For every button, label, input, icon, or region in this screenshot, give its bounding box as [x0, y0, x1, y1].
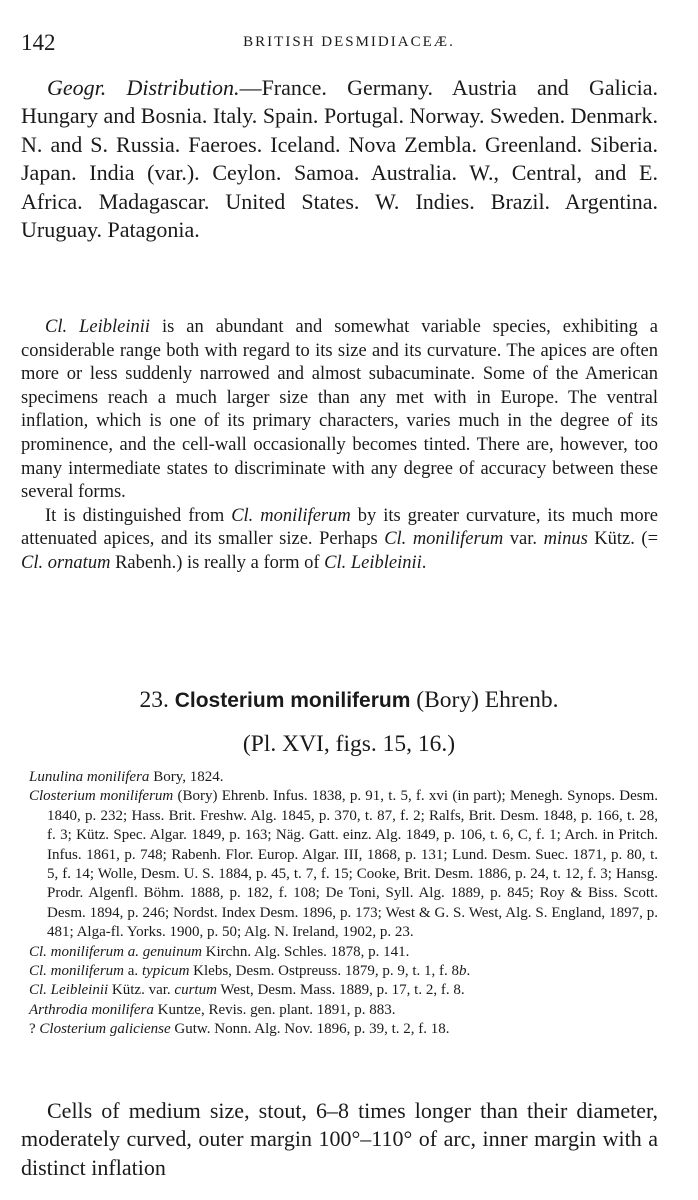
description-section: [21, 1097, 658, 1182]
synonym-citation: (Bory) Ehrenb. Infus. 1838, p. 91, t. 5, f. xvi (in part); Menegh. Synops. Desm. 1840, p. 232; Hass. Brit. Freshw. Alg. 1845, p. 370, t. 87, f. 2; Ralfs, Brit. Desm. 1848, p. 166, t. 28, f. 3; Kütz. Spec. Algar. 1849, p. 163; Näg. Gatt. einz. Alg. 1849, p. 106, t. 6, C, f. 1; Arch. in Pritch. Infus. 1861, p. 748; Rabenh. Flor. Europ. Algar. III, 1868, p. 131; Lund. Desm. Suec. 1871, p. 80, t. 5, f. 14; Wolle, Desm. U. S. 1884, p. 45, t. 7, f. 15; Cooke, Brit. Desm. 1886, p. 24, t. 12, f. 3; Hansg. Prodr. Algenfl. Böhm. 1888, p. 182, f. 108; De Toni, Syll. Alg. 1889, p. 845; Roy & Biss. Scott. Desm. 1894, p. 246; Nordst. Index Desm. 1896, p. 173; West & G. S. West, Alg. S. England, 1897, p. 481; Alga-fl. Yorks. 1900, p. 50; Alg. N. Ireland, 1902, p. 23.: [47, 788, 658, 941]
running-title: BRITISH DESMIDIACEÆ.: [243, 34, 455, 50]
remarks-paragraph-2: [21, 505, 658, 576]
synonym-variety: curtum: [174, 982, 217, 999]
doubtful-mark: ?: [29, 1021, 40, 1038]
synonym-line: [29, 962, 658, 981]
synonym-name: Lunulina monilifera: [29, 769, 150, 785]
species-number: 23.: [139, 687, 169, 713]
species-name: Closterium moniliferum: [174, 689, 411, 712]
distribution-label: Geogr. Distribution.: [47, 75, 240, 100]
taxon-name: minus: [543, 529, 588, 550]
taxon-name: Cl. ornatum: [21, 552, 111, 573]
distribution-text: —France. Germany. Austria and Galicia. Hungary and Bosnia. Italy. Spain. Portugal. Norway. Sweden. Denmark. N. and S. Russia. Faeroes. Iceland. Nova Zembla. Greenland. Siberia. Japan. India (var.). Ceylon. Samoa. Australia. W., Central, and E. Africa. Madagascar. United States. W. Indies. Brazil. Argentina. Uruguay. Patagonia.: [21, 75, 658, 243]
remarks-text-part: by its greater curvature, its much more attenuated apices, and its smaller size. Perhaps: [21, 505, 658, 550]
synonym-citation: Kuntze, Revis. gen. plant. 1891, p. 883.: [153, 1001, 396, 1018]
synonym-variety: typicum: [141, 963, 190, 980]
synonym-line: [29, 787, 658, 942]
remarks-text-part: It is distinguished from: [45, 505, 232, 526]
synonym-citation: Kirchn. Alg. Schles. 1878, p. 141.: [201, 943, 410, 960]
synonym-line: [29, 1020, 658, 1039]
taxon-name: Cl. Leibleinii: [45, 317, 150, 337]
remarks-text-part: var.: [503, 529, 544, 550]
synonym-citation: West, Desm. Mass. 1889, p. 17, t. 2, f. 8.: [216, 982, 465, 999]
running-header: [21, 30, 677, 60]
synonym-line: [29, 1001, 658, 1020]
synonym-name: Cl. moniliferum a. genuinum: [29, 943, 202, 960]
synonym-line: [29, 981, 658, 1000]
synonym-name: Closterium galiciense: [39, 1021, 171, 1038]
synonym-citation: Kütz. var.: [108, 982, 175, 999]
remarks-text-part: Kütz. (=: [587, 529, 659, 550]
synonym-name: Arthrodia monilifera: [29, 1001, 154, 1018]
remarks-text-1: is an abundant and somewhat variable species, exhibiting a considerable range both with regard to its size and its curvature. The apices are often more or less suddenly narrowed and almost subacuminate. Some of the American specimens reach a much larger size than any met with in Europe. The ventral inflation, which is one of its primary characters, varies much in the degree of its prominence, and the cell-wall occasionally becomes tinted. There are, however, too many intermediate states to discriminate with any degree of accuracy between these several forms.: [21, 317, 658, 503]
taxon-name: Cl. moniliferum: [231, 505, 351, 526]
species-heading: [0, 687, 698, 714]
distribution-section: [21, 74, 658, 244]
distribution-paragraph: [21, 74, 658, 244]
plate-reference: (Pl. XVI, figs. 15, 16.): [242, 731, 456, 757]
remarks-section: [21, 316, 658, 576]
remarks-text-part: .: [421, 552, 427, 573]
description-paragraph: Cells of medium size, stout, 6–8 times longer than their diameter, moderately curved, outer margin 100°–110° of arc, inner margin with a distinct inflation: [21, 1098, 658, 1180]
synonym-citation: .: [466, 963, 471, 980]
synonym-name: Cl. Leibleinii: [29, 982, 109, 999]
synonym-line: [29, 768, 658, 787]
synonymy-section: [21, 768, 658, 1040]
synonym-name: Closterium moniliferum: [29, 788, 174, 805]
synonym-name: Cl. moniliferum: [29, 963, 125, 980]
page-number: 142: [21, 30, 56, 55]
species-authority: (Bory) Ehrenb.: [410, 687, 559, 713]
synonym-citation: a.: [124, 963, 142, 980]
synonym-citation: Klebs, Desm. Ostpreuss. 1879, p. 9, t. 1, f. 8: [189, 963, 459, 980]
synonym-figure: b: [459, 963, 467, 980]
remarks-text-part: Rabenh.) is really a form of: [110, 552, 325, 573]
taxon-name: Cl. moniliferum: [384, 529, 504, 550]
synonym-citation: Gutw. Nonn. Alg. Nov. 1896, p. 39, t. 2, f. 18.: [170, 1021, 450, 1038]
remarks-paragraph-1: [21, 316, 658, 505]
synonym-citation: Bory, 1824.: [149, 769, 224, 785]
taxon-name: Cl. Leibleinii: [324, 552, 422, 573]
synonym-line: [29, 943, 658, 962]
